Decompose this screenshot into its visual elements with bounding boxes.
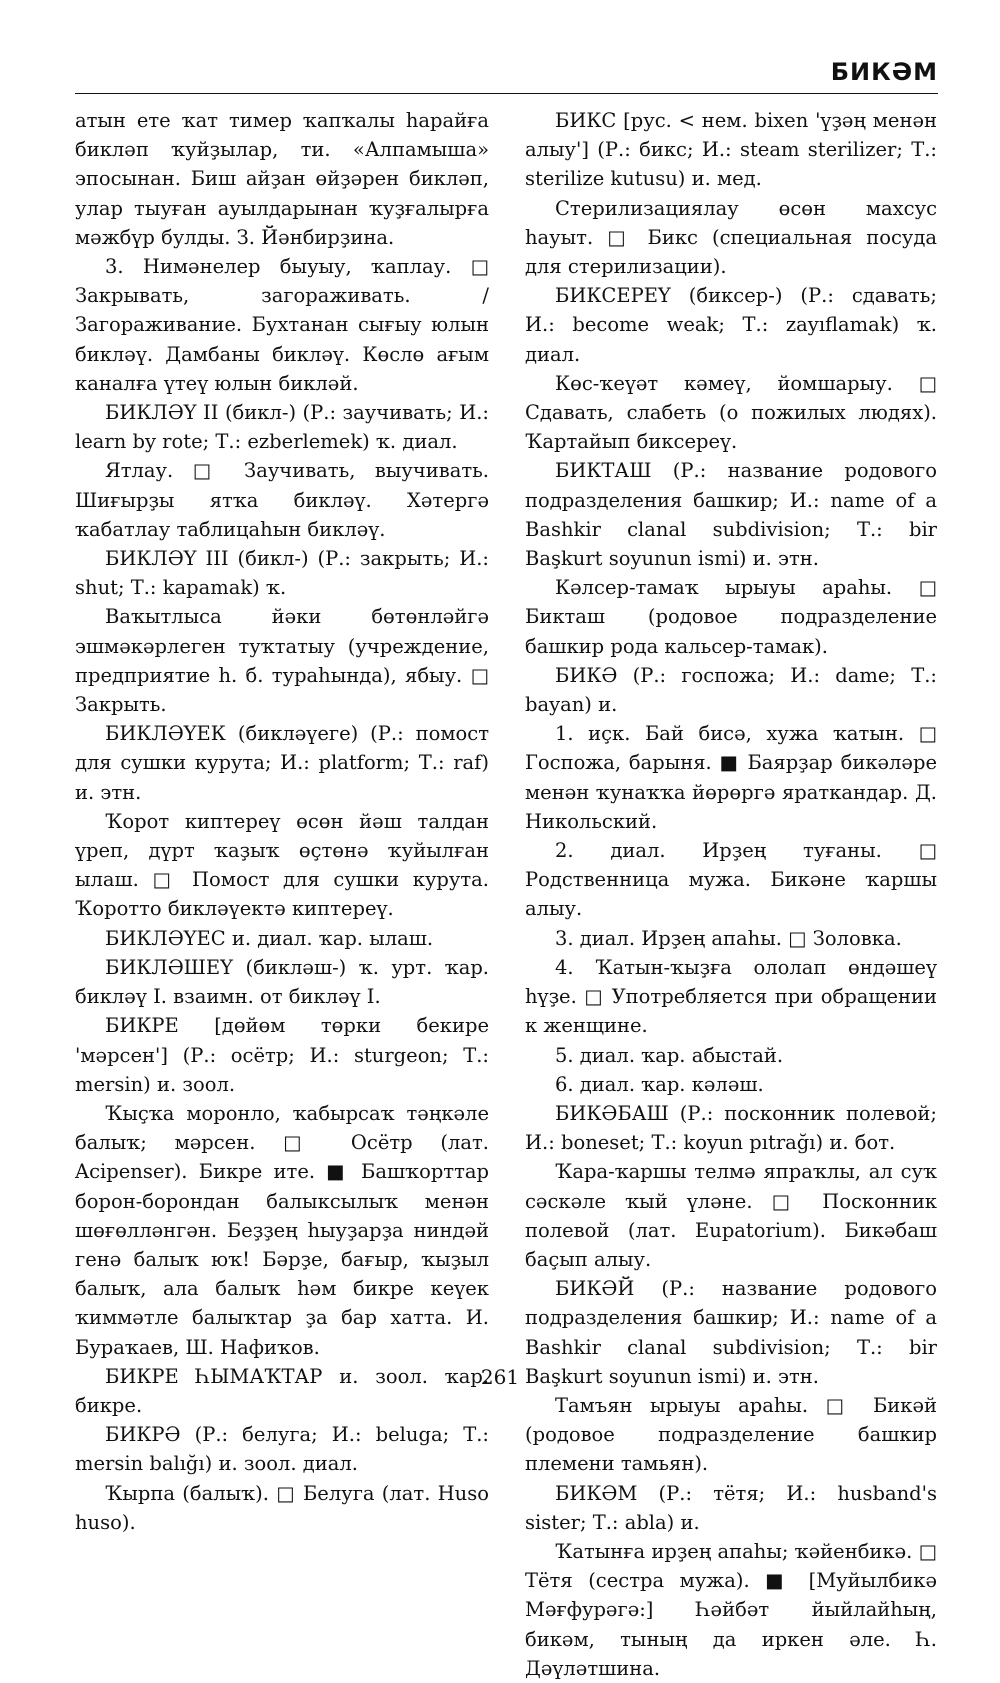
entry-sense: 4. Ҡатын‑ҡыҙға ололап өндәшеү һүҙе. □ Употребляется при обращении к женщине. bbox=[525, 955, 937, 1038]
entry-sense: 6. диал. ҡар. кәләш. bbox=[555, 1072, 764, 1096]
entry-headword: БИКЛӘҮЕС и. диал. ҡар. ылаш. bbox=[105, 926, 434, 950]
entry-sense: 3. Нимәнелер быуыу, ҡаплау. □ Закрывать, загораживать. / Загораживание. Бухтанан сығыу юлын бикләү. Дамбаны бикләү. Көслө ағым каналға үтеү юлын бикләй. bbox=[75, 255, 489, 395]
left-column bbox=[75, 106, 489, 1537]
entry-definition: Ятлау. □ Заучивать, выучивать. Шиғырҙы ятҡа бикләү. Хәтергә ҡабатлау таблицаһын бикләү. bbox=[75, 459, 489, 541]
right-column bbox=[525, 106, 937, 1683]
entry-headword: БИКЛӘҮ III (бикл‑) (Р.: закрыть; И.: shut; Т.: kapamak) ҡ. bbox=[75, 547, 489, 600]
entry-continuation: атын ете ҡат тимер ҡапҡалы һарайға бикләп ҡуйҙылар, ти. «Алпамыша» эпосынан. Биш айҙан өйҙәрен бикләп, улар тыуған ауылдарынан ҡуҙғалырға мәжбүр булды. З. Йәнбирҙина. bbox=[75, 109, 489, 249]
entry-headword: БИКРЕ ҺЫМАҠТАР и. зоол. ҡар. бикре. bbox=[75, 1364, 489, 1417]
entry-headword: БИКӘ (Р.: госпожа; И.: dame; Т.: bayan) и. bbox=[525, 663, 937, 717]
entry-definition: Ҡырпа (балыҡ). □ Белуга (лат. Huso huso). bbox=[75, 1481, 489, 1534]
entry-definition: Көс‑ҡеүәт кәмеү, йомшарыу. □ Сдавать, слабеть (о пожилых людях). Ҡартайып биксереү. bbox=[525, 371, 937, 454]
entry-definition: Кәлсер‑тамаҡ ырыуы араһы. □ Бикташ (родовое подразделение башкир рода кальсер‑тамак). bbox=[525, 576, 937, 658]
entry-headword: БИКС [рус. < нем. bixen 'үҙәң менән алыу'] (Р.: бикс; И.: steam sterilizer; Т.: sterilize kutusu) и. мед. bbox=[525, 109, 937, 191]
page-number: 261 bbox=[480, 1365, 520, 1389]
entry-headword: БИКЛӘҮЕК (бикләүеге) (Р.: помост для сушки курута; И.: platform; Т.: raf) и. этн. bbox=[75, 722, 489, 804]
entry-sense: 1. иҫк. Бай бисә, хужа ҡатын. □ Госпожа, барыня. ■ Баярҙар бикәләре менән ҡунаҡҡа йөрөргә яраткандар. Д. Никольский. bbox=[525, 722, 937, 833]
entry-definition: Ҡорот киптереү өсөн йәш талдан үреп, дүрт ҡаҙыҡ өҫтөнә ҡуйылған ылаш. □ Помост для сушки курута. Ҡоротто бикләүектә киптереү. bbox=[75, 809, 489, 921]
header-rule bbox=[75, 93, 938, 94]
entry-definition: Ҡыҫҡа моронло, ҡабырсаҡ тәңкәле балыҡ; мәрсен. □ Осётр (лат. Acipenser). Бикре ите. ■ Башҡорттар борон‑борондан балыксылыҡ менән шөғөлләнгән. Беҙҙең һыуҙарҙа ниндәй генә балыҡ юҡ! Бәрҙе, бағыр, ҡыҙыл балыҡ, ала балыҡ һәм бикре кеүек ҡиммәтле балыҡтар ҙа бар хатта. И. Бураҡаев, Ш. Нафиҡов. bbox=[75, 1101, 489, 1359]
entry-definition: Тамъян ырыуы араһы. □ Бикәй (родовое подразделение башкир племени тамьян). bbox=[525, 1393, 937, 1476]
entry-headword: БИКРӘ (Р.: белуга; И.: beluga; Т.: mersin balığı) и. зоол. диал. bbox=[75, 1423, 489, 1476]
entry-definition: Ҡара‑ҡаршы телмә япраҡлы, ал суҡ сәскәле ҡый үләне. □ Посконник полевой (лат. Eupatorium). Бикәбаш баҫып алыу. bbox=[525, 1160, 937, 1271]
entry-headword: БИКӘМ (Р.: тётя; И.: husband's sister; Т.: abla) и. bbox=[525, 1481, 937, 1534]
entry-definition: Ҡатынға ирҙең апаһы; ҡәйенбикә. □ Тётя (сестра мужа). ■ [Муйылбикә Мәғфурәгә:] Һәйбәт йыйлайһың, бикәм, тының да иркен әле. Һ. Дәүләтшина. bbox=[525, 1539, 937, 1680]
entry-sense: 2. диал. Ирҙең туғаны. □ Родственница мужа. Бикәне ҡаршы алыу. bbox=[525, 839, 937, 921]
entry-headword: БИКСЕРЕҮ (биксер‑) (Р.: сдавать; И.: become weak; Т.: zayıflamak) ҡ. диал. bbox=[525, 284, 937, 366]
running-head: БИКӘМ bbox=[830, 58, 938, 86]
entry-sense: 5. диал. ҡар. абыстай. bbox=[555, 1043, 784, 1067]
entry-headword: БИКРЕ [дөйөм төрки бекире 'мәрсен'] (Р.: осётр; И.: sturgeon; Т.: mersin) и. зоол. bbox=[75, 1014, 489, 1096]
entry-headword: БИКӘБАШ (Р.: посконник полевой; И.: boneset; Т.: koyun pıtrağı) и. бот. bbox=[525, 1101, 937, 1155]
entry-definition: Стерилизациялау өсөн махсус һауыт. □ Бикс (специальная посуда для стерилизации). bbox=[525, 196, 937, 279]
entry-headword: БИКӘЙ (Р.: название родового подразделения башкир; И.: name of a Bashkir clanal subdivision; Т.: bir Başkurt soyunun ismi) и. этн. bbox=[525, 1277, 937, 1388]
entry-headword: БИКТАШ (Р.: название родового подразделения башкир; И.: name of a Bashkir clanal subdivision; Т.: bir Başkurt soyunun ismi) и. этн. bbox=[525, 459, 937, 571]
entry-definition: Ваҡытлыса йәки бөтөнләйгә эшмәкәрлеген туҡтатыу (учреждение, предприятие һ. б. тураһында), ябыу. □ Закрыть. bbox=[75, 605, 489, 717]
entry-headword: БИКЛӘҮ II (бикл‑) (Р.: заучивать; И.: learn by rote; Т.: ezberlemek) ҡ. диал. bbox=[75, 401, 489, 454]
entry-sense: 3. диал. Ирҙең апаһы. □ Золовка. bbox=[555, 926, 902, 950]
entry-headword: БИКЛӘШЕҮ (бикләш‑) ҡ. урт. ҡар. бикләү I. взаимн. от бикләү I. bbox=[75, 955, 489, 1009]
